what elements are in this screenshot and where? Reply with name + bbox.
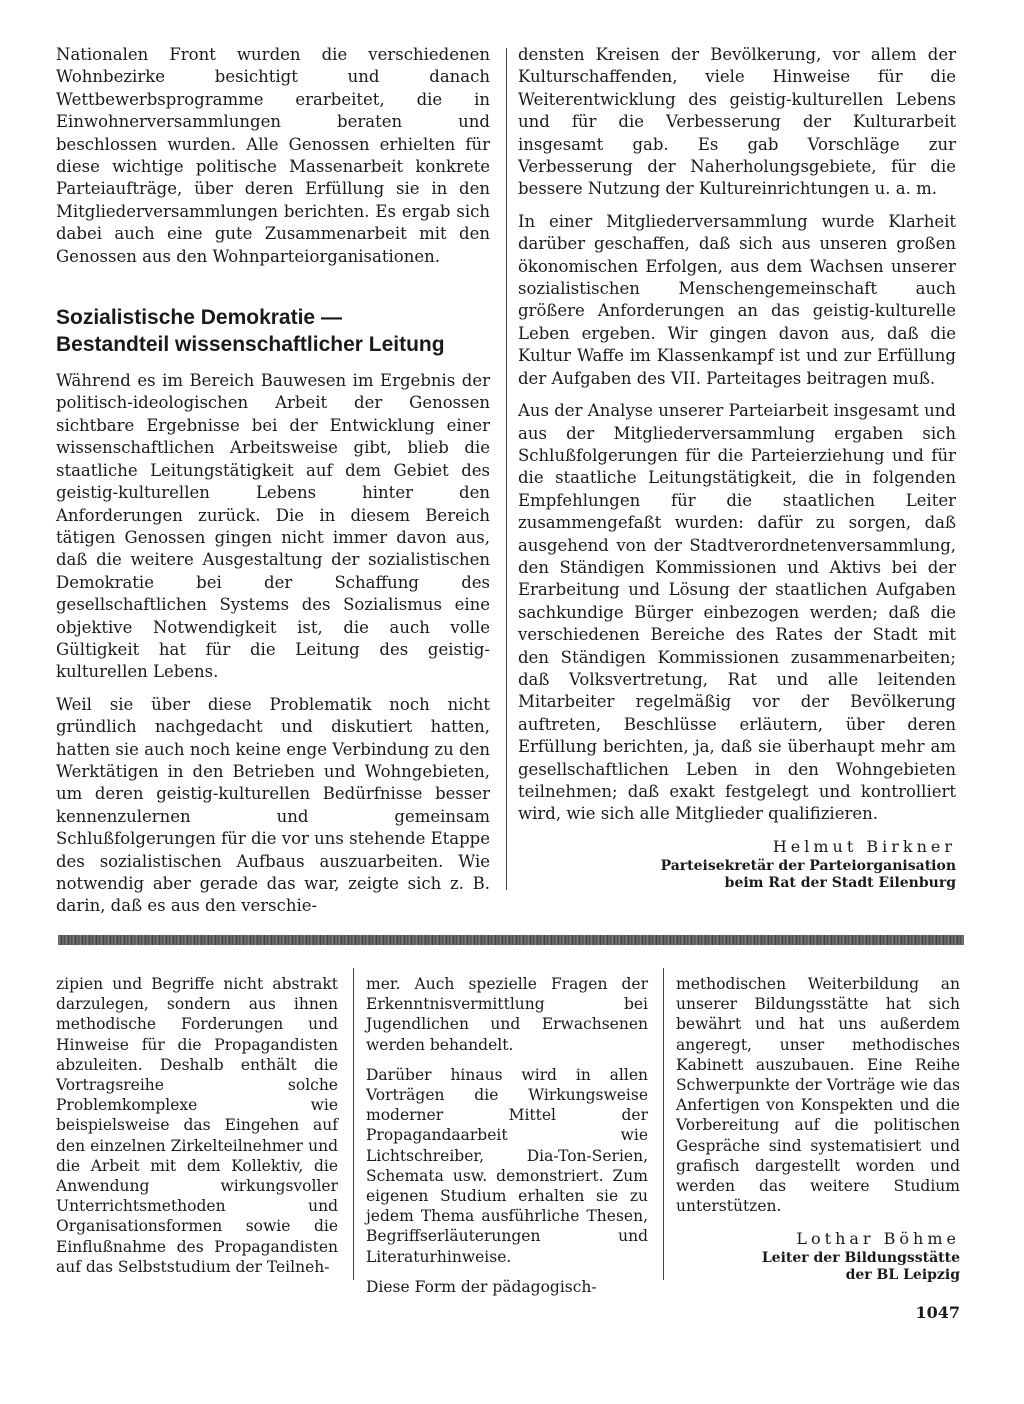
author-role-line-2: der BL Leipzig bbox=[845, 1267, 960, 1284]
upper-left-paragraph-3: Weil sie über diese Problematik noch nicht gründlich nachgedacht und diskutiert hatten, hatten sie auch noch keine enge Verbindung zu den Werktätigen in den Betrieben und Wohngebieten, um deren geistig-kulturellen Bedürfnisse besser kennenzulernen und gemeinsam Schlußfolgerungen für die vor uns stehende Etappe des sozialistischen Aufbaus auszuarbeiten. Wie notwendig aber gerade das war, zeigte sich z. B. darin, daß es aus den verschie- bbox=[56, 694, 491, 916]
author-name: Lothar Böhme bbox=[796, 1229, 960, 1249]
lower-col2-paragraph-1: mer. Auch spezielle Fragen der Erkenntnisvermittlung bei Jugendlichen und Erwachsenen werden behandelt. bbox=[366, 975, 648, 1054]
author-role-line-1: Parteisekretär der Parteiorganisation bbox=[660, 857, 956, 874]
upper-column-divider bbox=[506, 48, 507, 890]
lower-column-divider-2 bbox=[663, 968, 664, 1280]
lower-col1-paragraph-1: zipien und Begriffe nicht abstrakt darzulegen, sondern aus ihnen methodische Forderungen und Hinweise für die Propagandisten abzuleiten. Deshalb enthält die Vortragsreihe solche Problemkomplexe wie beispielsweise das Eingehen auf den einzelnen Zirkelteilnehmer und die Arbeit mit dem Kollektiv, die Anwendung wirkungsvoller Unterrichtsmethoden und Organisationsformen sowie die Einflußnahme des Propagandisten auf das Selbststudium der Teilneh- bbox=[56, 975, 338, 1276]
author-role-line-1: Leiter der Bildungsstätte bbox=[761, 1250, 960, 1267]
lower-column-3 bbox=[676, 974, 960, 1284]
upper-left-paragraph-2: Während es im Bereich Bauwesen im Ergebnis der politisch-ideologischen Arbeit der Genossen sichtbare Ergebnisse bei der Entwicklung einer wissenschaftlichen Arbeitsweise gibt, blieb die staatliche Leitungstätigkeit auf dem Gebiet des geistig-kulturellen Lebens hinter den Anforderungen zurück. Die in diesem Bereich tätigen Genossen gingen nicht immer davon aus, daß die weitere Ausgestaltung der sozialistischen Demokratie bei der Schaffung des gesellschaftlichen Systems des Sozialismus eine objektive Notwendigkeit ist, die auch volle Gültigkeit hat für die Leitung des geistig-kulturellen Lebens. bbox=[56, 371, 490, 682]
upper-right-paragraph-3: Aus der Analyse unserer Parteiarbeit insgesamt und aus der Mitgliederversammlung ergaben sich Schlußfolgerungen für die Parteierziehung und für die staatliche Leitungstätigkeit, die in folgenden Empfehlungen für die staatlichen Leiter zusammengefaßt wurden: dafür zu sorgen, daß ausgehend von der Stadtverordnetenversammlung, den Ständigen Kommissionen und Aktivs bei der Erarbeitung und Lösung der staatlichen Aufgaben sachkundige Bürger einbezogen werden; daß die verschiedenen Bereiche des Rates der Stadt mit den Ständigen Kommissionen zusammenarbeiten; daß Volksvertretung, Rat und alle leitenden Mitarbeiter regelmäßig vor der Bevölkerung auftreten, Beschlüsse erläutern, über deren Erfüllung berichten, ja, daß sie überhaupt mehr am gesellschaftlichen Leben in den Wohngebieten teilnehmen; daß exakt festgelegt und kontrolliert wird, wie sich alle Mitglieder qualifizieren. bbox=[518, 401, 956, 824]
section-separator-band bbox=[58, 935, 964, 945]
signature-block-boehme bbox=[676, 1228, 960, 1284]
signature-block-birkner bbox=[518, 836, 956, 892]
upper-right-column bbox=[518, 44, 956, 892]
upper-right-paragraph-2: In einer Mitgliederversammlung wurde Klarheit darüber geschaffen, daß sich aus unseren großen ökonomischen Erfolgen, aus dem Wachsen unserer sozialistischen Menschengemeinschaft auch größere Anforderungen an das geistig-kulturelle Leben ergeben. Wir gingen davon aus, daß die Kultur Waffe im Klassenkampf ist und zur Erfüllung der Aufgaben des VII. Parteitages beitragen muß. bbox=[518, 211, 956, 388]
upper-left-column bbox=[56, 44, 490, 918]
author-role-line-2: beim Rat der Stadt Eilenburg bbox=[724, 874, 956, 891]
lower-column-2 bbox=[366, 974, 648, 1297]
author-name: Helmut Birkner bbox=[772, 836, 956, 856]
lower-col2-paragraph-2: Darüber hinaus wird in allen Vorträgen die Wirkungsweise moderner Mittel der Propagandaarbeit wie Lichtschreiber, Dia-Ton-Serien, Schemata usw. demonstriert. Zum eigenen Studium erhalten sie zu jedem Thema ausführliche Thesen, Begriffserläuterungen und Literaturhinweise. bbox=[366, 1065, 648, 1266]
lower-column-divider-1 bbox=[353, 968, 354, 1280]
lower-column-1 bbox=[56, 974, 338, 1277]
upper-left-paragraph-1: Nationalen Front wurden die verschiedenen Wohnbezirke besichtigt und danach Wettbewerbsprogramme erarbeitet, die in Einwohnerversammlungen beraten und beschlossen wurden. Alle Genossen erhielten für diese wichtige politische Massenarbeit konkrete Parteiaufträge, über deren Erfüllung sie in den Mitgliederversammlungen berichten. Es ergab sich dabei auch eine gute Zusammenarbeit mit den Genossen aus den Wohnparteiorganisationen. bbox=[56, 45, 490, 266]
page-number: 1047 bbox=[915, 1303, 960, 1322]
lower-col2-paragraph-3: Diese Form der pädagogisch- bbox=[366, 1277, 597, 1296]
lower-col3-paragraph-1: methodischen Weiterbildung an unserer Bildungsstätte hat sich bewährt und hat uns außerdem angeregt, unser methodisches Kabinett auszubauen. Eine Reihe Schwerpunkte der Vorträge wie das Anfertigen von Konspekten und die Vorbereitung auf die politischen Gespräche sind systematisiert und grafisch dargestellt worden und werden das weitere Studium unterstützen. bbox=[676, 975, 960, 1216]
section-heading-line-1: Sozialistische Demokratie — bbox=[56, 306, 342, 330]
section-heading-line-2: Bestandteil wissenschaftlicher Leitung bbox=[56, 333, 445, 357]
upper-right-paragraph-1: densten Kreisen der Bevölkerung, vor allem der Kulturschaffenden, viele Hinweise für die Weiterentwicklung des geistig-kulturellen Lebens und für die Verbesserung der Kulturarbeit insgesamt gab. Es gab Vorschläge zur Verbesserung der Naherholungsgebiete, für die bessere Nutzung der Kultureinrichtungen u. a. m. bbox=[518, 45, 956, 199]
